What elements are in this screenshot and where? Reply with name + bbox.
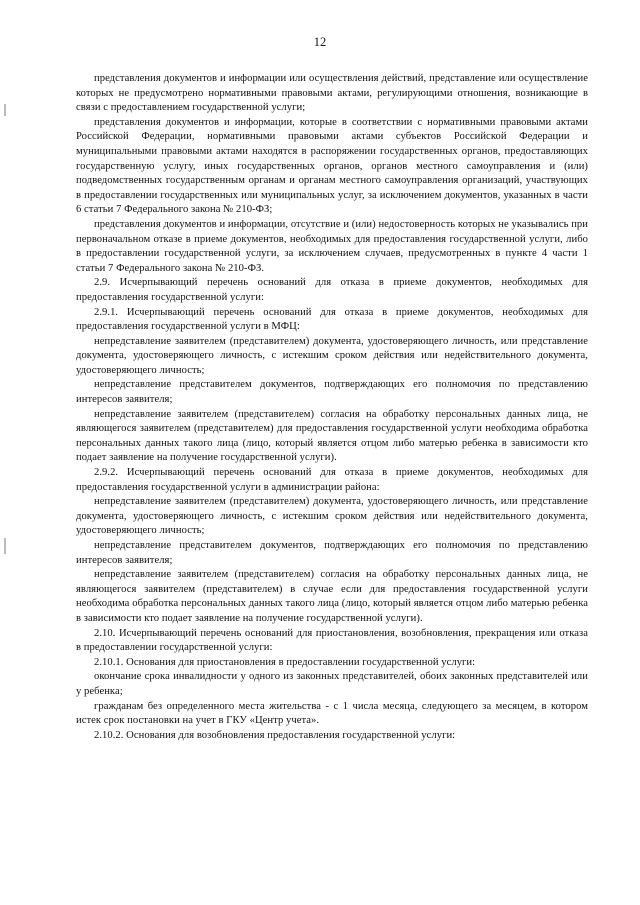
- paragraph: гражданам без определенного места жительства - с 1 числа месяца, следующего за месяцем, в котором истек срок постановки на учет в ГКУ «Центр учета».: [76, 700, 588, 727]
- section-2-9-heading: 2.9. Исчерпывающий перечень оснований для отказа в приеме документов, необходимых для предоставления государственной услуги:: [76, 277, 588, 303]
- document-body: [76, 72, 588, 743]
- paragraph: представления документов и информации, которые в соответствии с нормативными правовыми актами Российской Федерации, нормативными правовыми актами субъектов Российской Федерации и муниципальными правовыми актами находятся в распоряжении государственных органов, предоставляющих государственную услугу, иных государственных органов, органов местного самоуправления и (или) подведомственных государственным органам и органам местного самоуправления организаций, участвующих в предоставлении государственных или муниципальных услуг, за исключением документов, указанных в части 6 статьи 7 Федерального закона № 210-ФЗ;: [76, 116, 588, 216]
- paragraph: непредставление заявителем (представителем) документа, удостоверяющего личность, или представление документа, удостоверяющего личность, с истекшим сроком действия или недействительного документа, удостоверяющего личность;: [76, 335, 588, 376]
- section-2-10-heading: 2.10. Исчерпывающий перечень оснований для приостановления, возобновления, прекращения или отказа в предоставлении государственной услуги:: [76, 627, 588, 654]
- page-number: 12: [313, 35, 327, 49]
- paragraph: представления документов и информации или осуществления действий, представление или осуществление которых не предусмотрено нормативными правовыми актами, регулирующими отношения, возникающие в связи с предоставлением государственной услуги;: [76, 73, 588, 114]
- paragraph: непредставление заявителем (представителем) согласия на обработку персональных данных лица, не являющегося заявителем (представителем) для предоставления государственной услуги необходима обработка персональных данных такого лица (лицо, который является отцом либо матерью ребенка в зависимости кто подает заявление на получение государственной услуги).: [76, 408, 588, 464]
- paragraph: непредставление представителем документов, подтверждающих его полномочия по представлению интересов заявителя;: [76, 540, 588, 566]
- section-2-10-2-heading: 2.10.2. Основания для возобновления предоставления государственной услуги:: [94, 729, 456, 741]
- paragraph: непредставление представителем документов, подтверждающих его полномочия по представлению интересов заявителя;: [76, 379, 588, 406]
- paragraph: непредставление заявителем (представителем) согласия на обработку персональных данных лица, не являющегося заявителем (представителем) в случае если для предоставления государственной услуги необходима обработка персональных данных такого лица (лицо, который является отцом либо матерью ребенка в зависимости кто подает заявление на получение государственной услуги).: [76, 569, 588, 624]
- paragraph: непредставление заявителем (представителем) документа, удостоверяющего личность, или представление документа, удостоверяющего личность, с истекшим сроком действия или недействительного документа, удостоверяющего личность;: [76, 496, 588, 537]
- scan-margin-mark: [4, 538, 6, 554]
- section-2-9-1-heading: 2.9.1. Исчерпывающий перечень оснований для отказа в приеме документов, необходимых для предоставления государственной услуги в МФЦ:: [76, 306, 588, 333]
- section-2-9-2-heading: 2.9.2. Исчерпывающий перечень оснований для отказа в приеме документов, необходимых для предоставления государственной услуги в администрации района:: [76, 467, 588, 493]
- paragraph: представления документов и информации, отсутствие и (или) недостоверность которых не указывались при первоначальном отказе в приеме документов, необходимых для предоставления государственной услуги, либо в предоставлении государственной услуги, за исключением случаев, предусмотренных в пункте 4 части 1 статьи 7 Федерального закона № 210-ФЗ.: [76, 218, 588, 274]
- section-2-10-1-heading: 2.10.1. Основания для приостановления в предоставлении государственной услуги:: [94, 656, 476, 668]
- paragraph: окончание срока инвалидности у одного из законных представителей, обоих законных представителей или у ребенка;: [76, 671, 588, 697]
- scan-margin-mark: [4, 104, 6, 116]
